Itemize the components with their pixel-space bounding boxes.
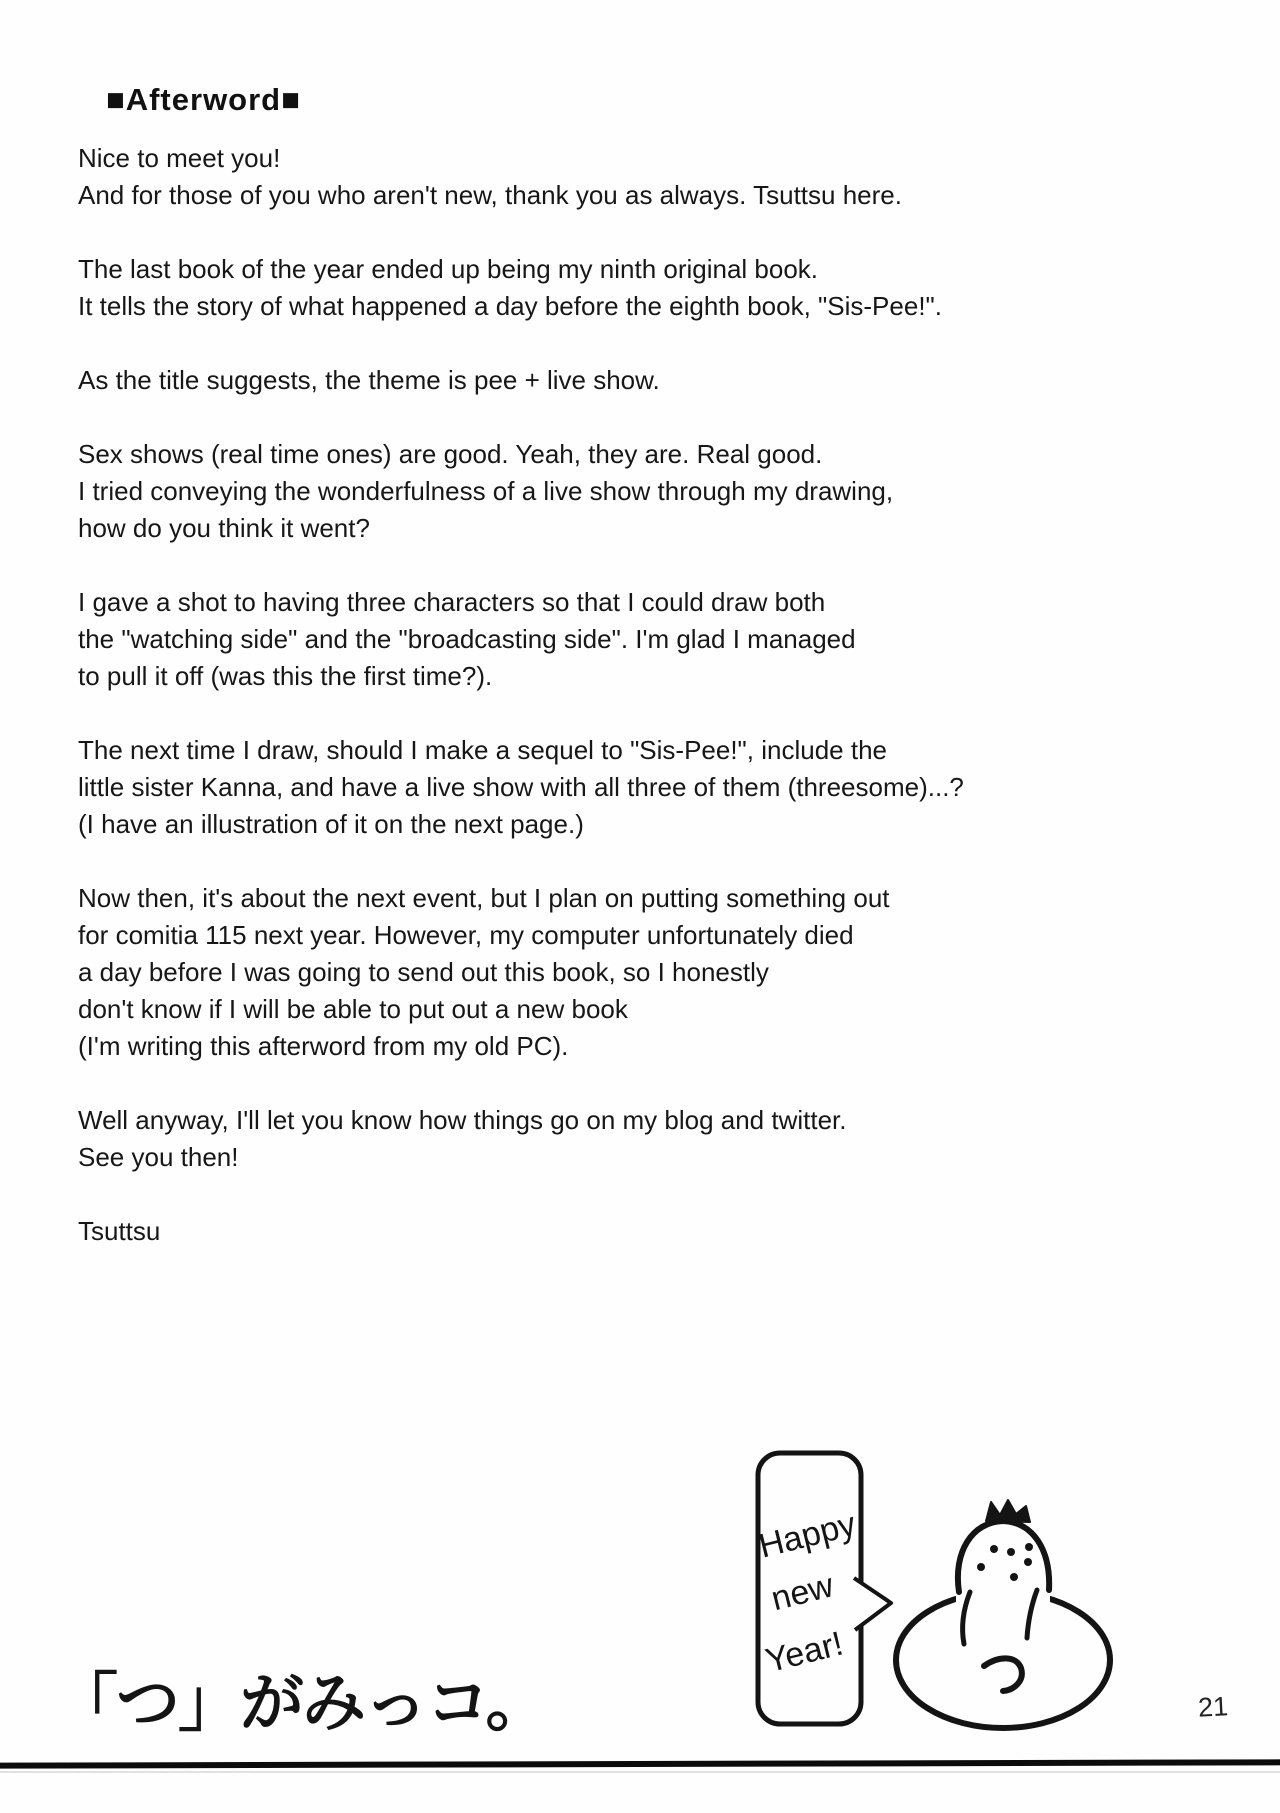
bubble-text-line: Year! — [761, 1624, 847, 1681]
paragraph-farewell — [78, 1102, 1168, 1176]
text-line: Well anyway, I'll let you know how things go on my blog and twitter. — [78, 1105, 847, 1135]
mascot-head — [958, 1521, 1049, 1592]
text-line: to pull it off (was this the first time?). — [78, 661, 493, 691]
afterword-body-text — [78, 140, 1168, 1287]
bubble-text-line: Happy — [755, 1505, 860, 1566]
text-line: The last book of the year ended up being my ninth original book. — [78, 254, 819, 284]
text-line: It tells the story of what happened a day before the eighth book, "Sis-Pee!". — [78, 291, 942, 321]
text-line: (I'm writing this afterword from my old PC). — [78, 1031, 569, 1061]
text-line: Sex shows (real time ones) are good. Yeah, they are. Real good. — [78, 439, 823, 469]
text-line: a day before I was going to send out this book, so I honestly — [78, 957, 769, 987]
text-line: I tried conveying the wonderfulness of a live show through my drawing, — [78, 476, 894, 506]
text-line: Nice to meet you! — [78, 143, 281, 173]
text-line: for comitia 115 next year. However, my computer unfortunately died — [78, 920, 854, 950]
circle-credit-text: 「つ」がみっコ。 — [54, 1667, 548, 1739]
text-line: (I have an illustration of it on the next page.) — [78, 809, 584, 839]
text-line: And for those of you who aren't new, thank you as always. Tsuttsu here. — [78, 180, 902, 210]
text-line: Tsuttsu — [78, 1216, 161, 1246]
paragraph-theme — [78, 362, 1168, 399]
text-line: Now then, it's about the next event, but I plan on putting something out — [78, 883, 890, 913]
paragraph-last-book — [78, 251, 1168, 325]
speech-bubble-tail — [854, 1578, 891, 1630]
bottom-divider-line — [0, 1759, 1280, 1768]
paragraph-three-characters — [78, 584, 1168, 695]
text-line: See you then! — [78, 1142, 239, 1172]
text-line: how do you think it went? — [78, 513, 370, 543]
text-line: little sister Kanna, and have a live show with all three of them (threesome)...? — [78, 772, 964, 802]
paragraph-sex-shows — [78, 436, 1168, 547]
text-line: I gave a shot to having three characters so that I could draw both — [78, 587, 826, 617]
bubble-text-line: new — [767, 1566, 838, 1619]
new-year-doodle — [740, 1430, 1170, 1750]
bottom-divider-faint-line — [0, 1771, 1280, 1773]
text-line: don't know if I will be able to put out a new book — [78, 994, 628, 1024]
afterword-header: ■Afterword■ — [106, 82, 301, 117]
strawberry-crown-icon — [986, 1500, 1030, 1522]
author-signature — [78, 1213, 1168, 1250]
paragraph-sequel — [78, 732, 1168, 843]
text-line: The next time I draw, should I make a sequel to "Sis-Pee!", include the — [78, 735, 887, 765]
page-number: 21 — [1197, 1691, 1229, 1723]
paragraph-greeting — [78, 140, 1168, 214]
text-line: the "watching side" and the "broadcasting side". I'm glad I managed — [78, 624, 856, 654]
text-line: As the title suggests, the theme is pee + live show. — [78, 365, 660, 395]
paragraph-next-event — [78, 880, 1168, 1065]
